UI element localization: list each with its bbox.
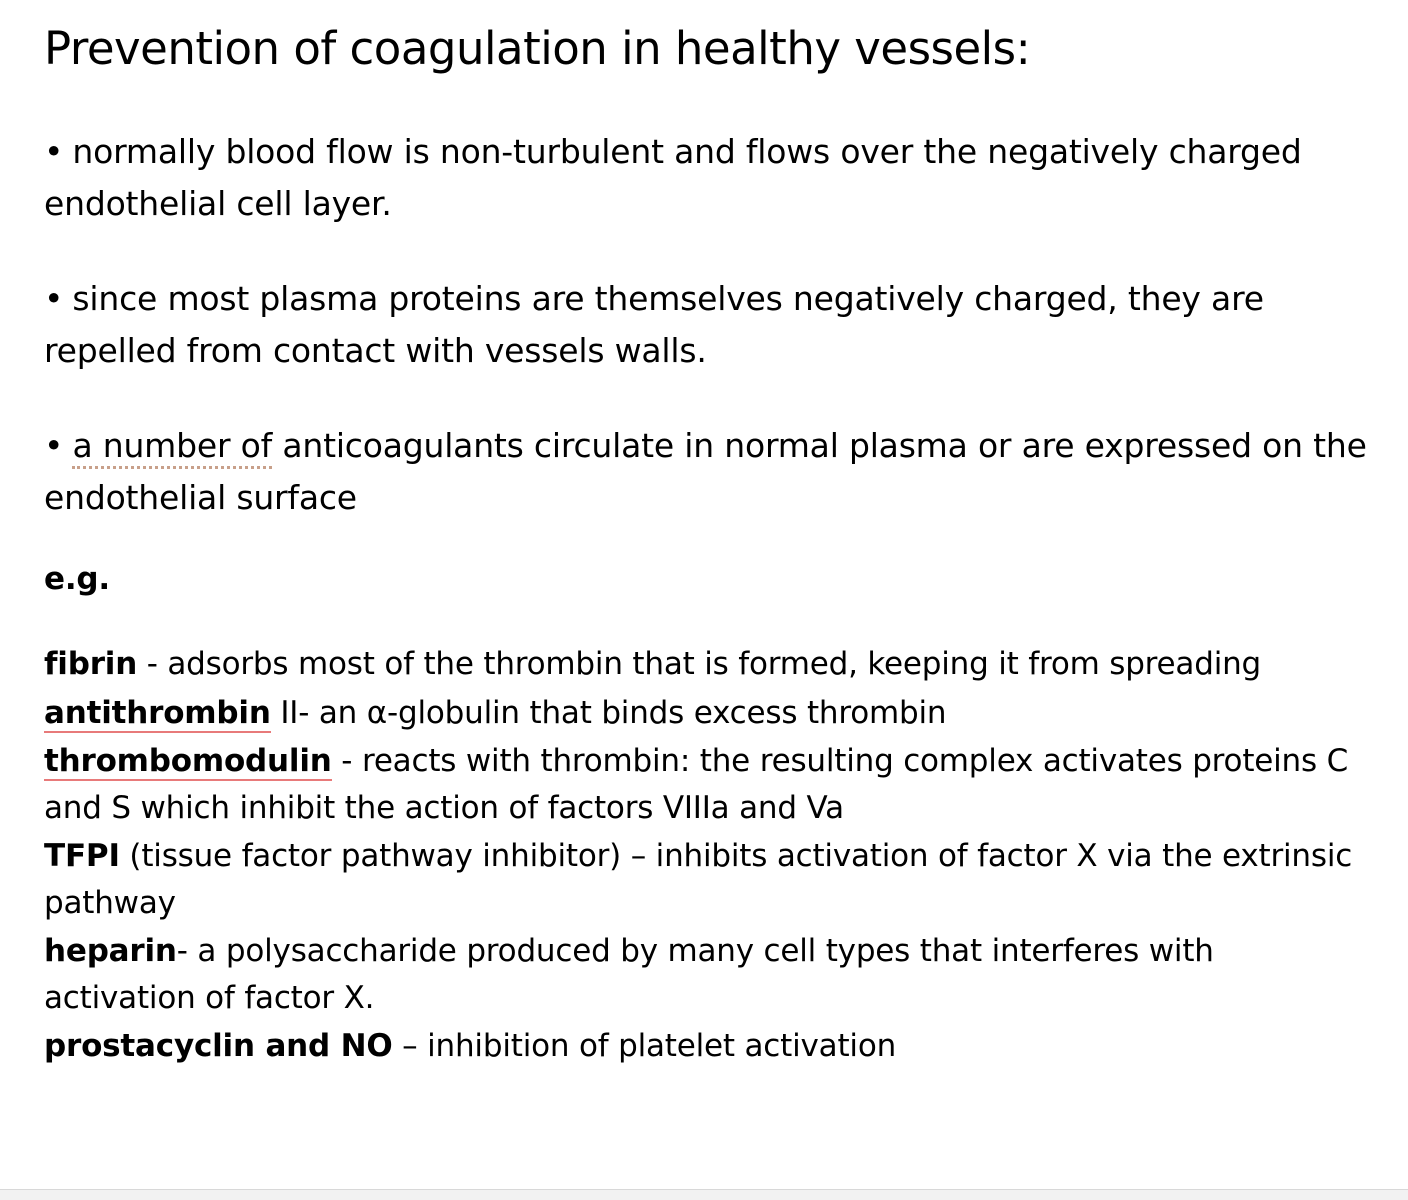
bullet-marker: •: [44, 279, 64, 319]
example-term: antithrombin: [44, 694, 271, 731]
example-description: - a polysaccharide produced by many cell types that interferes with activation of factor X.: [44, 933, 1214, 1016]
example-term: TFPI: [44, 838, 120, 875]
example-description: - reacts with thrombin: the resulting complex activates proteins C and S which inhibit the action of factors VIIIa and Va: [44, 743, 1349, 826]
bullet-item-1: [44, 126, 1368, 229]
bullet-list: [44, 126, 1368, 523]
example-description: II- an α-globulin that binds excess thrombin: [270, 694, 947, 731]
slide-bottom-edge: [0, 1189, 1408, 1200]
example-term: heparin: [44, 933, 177, 970]
bullet-text: normally blood flow is non-turbulent and flows over the negatively charged endothelial cell layer.: [44, 132, 1302, 223]
example-description: – inhibition of platelet activation: [392, 1028, 897, 1065]
example-description: (tissue factor pathway inhibitor) – inhibits activation of factor X via the extrinsic pathway: [44, 838, 1353, 921]
spellcheck-annotated-phrase: a number of: [72, 426, 272, 469]
example-item-antithrombin: [44, 690, 1368, 737]
example-term: thrombomodulin: [44, 743, 332, 780]
example-description: - adsorbs most of the thrombin that is formed, keeping it from spreading: [137, 646, 1262, 683]
example-term: prostacyclin and NO: [44, 1028, 393, 1065]
bullet-marker: •: [44, 426, 64, 466]
bullet-item-2: [44, 273, 1368, 376]
bullet-item-3: [44, 420, 1368, 523]
bullet-text-lead: [62, 426, 72, 465]
examples-label: e.g.: [44, 561, 110, 598]
example-item-fibrin: [44, 641, 1368, 688]
bullet-marker: •: [44, 132, 64, 172]
example-item-tfpi: [44, 833, 1368, 926]
example-item-prostacyclin: [44, 1023, 1368, 1070]
bullet-text: since most plasma proteins are themselves negatively charged, they are repelled from contact with vessels walls.: [44, 279, 1264, 370]
example-item-heparin: [44, 928, 1368, 1021]
slide-left-edge: [0, 0, 6, 1200]
examples-list: [44, 641, 1368, 1070]
example-term: fibrin: [44, 646, 138, 683]
example-item-thrombomodulin: [44, 738, 1368, 831]
page-title: Prevention of coagulation in healthy vessels:: [44, 22, 1031, 75]
bullet-text-tail: anticoagulants circulate in normal plasma or are expressed on the endothelial surface: [44, 426, 1367, 517]
